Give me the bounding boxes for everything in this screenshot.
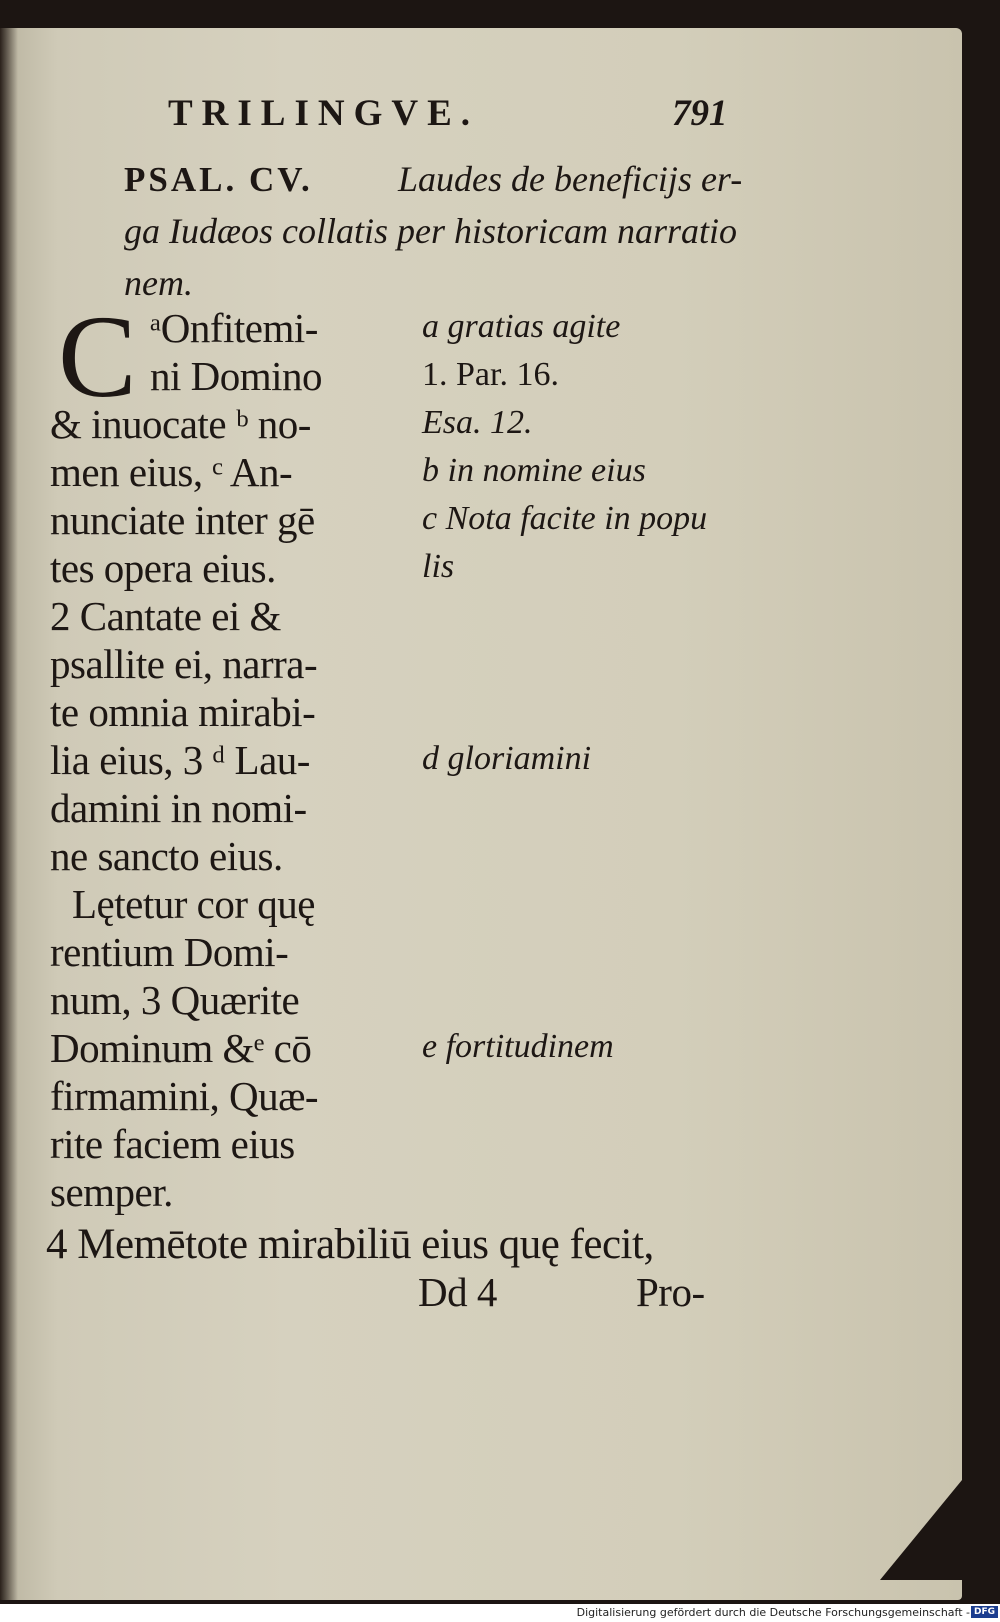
text-line-18: rite faciem eius [50,1121,295,1167]
text-line-15: num, 3 Quærite [50,977,300,1023]
text-line-5: nunciate inter gē [50,497,315,543]
text-line-6: tes opera eius. [50,545,276,591]
text-line-8: psallite ei, narra- [50,641,318,687]
margin-note-c-cont: lis [422,548,455,585]
psalm-summary-line-3: nem. [124,263,193,303]
text-line-13: Lętetur cor quę [72,881,315,927]
drop-capital: C [58,291,137,422]
psalm-summary-line-2: ga Iudæos collatis per historicam narratio [124,211,738,251]
folded-corner [880,1480,962,1580]
footer-credit-text: Digitalisierung gefördert durch die Deutsche Forschungsgemeinschaft - [576,1606,970,1619]
dfg-logo: DFG [971,1606,998,1618]
text-line-14: rentium Domi- [50,929,289,975]
text-line-2: ni Domino [150,353,323,399]
text-line-4: men eius, ᶜ An- [50,449,293,495]
text-line-3: & inuocate ᵇ no- [50,401,311,447]
catchword: Pro- [636,1269,705,1315]
margin-note-e: e fortitudinem [422,1028,614,1065]
margin-note-ref-2: Esa. 12. [422,404,533,441]
page-gutter-shadow [0,28,18,1600]
text-line-7: 2 Cantate ei & [50,593,281,639]
text-line-12: ne sancto eius. [50,833,283,879]
text-line-9: te omnia mirabi- [50,689,316,735]
text-line-19: semper. [50,1169,173,1215]
margin-note-c: c Nota facite in popu [422,500,708,537]
margin-note-ref-1: 1. Par. 16. [422,356,559,393]
digitization-footer [0,1604,1000,1622]
text-line-1: ᵃOnfitemi- [150,305,318,351]
text-line-10: lia eius, 3 ᵈ Lau- [50,737,310,783]
full-width-line: 4 Memētote mirabiliū eius quę fecit, [46,1221,654,1268]
psalm-heading: PSAL. CV. [124,160,313,199]
psalm-summary-line-1: Laudes de beneficijs er- [398,159,743,199]
page-number: 791 [672,93,728,134]
margin-note-a: a gratias agite [422,308,621,345]
margin-note-d: d gloriamini [422,740,592,777]
text-line-16: Dominum &ᵉ cō [50,1025,312,1071]
text-line-11: damini in nomi- [50,785,307,831]
signature-mark: Dd 4 [418,1269,497,1315]
margin-note-b: b in nomine eius [422,452,646,489]
text-line-17: firmamini, Quæ- [50,1073,319,1119]
running-title: TRILINGVE. [168,93,480,134]
